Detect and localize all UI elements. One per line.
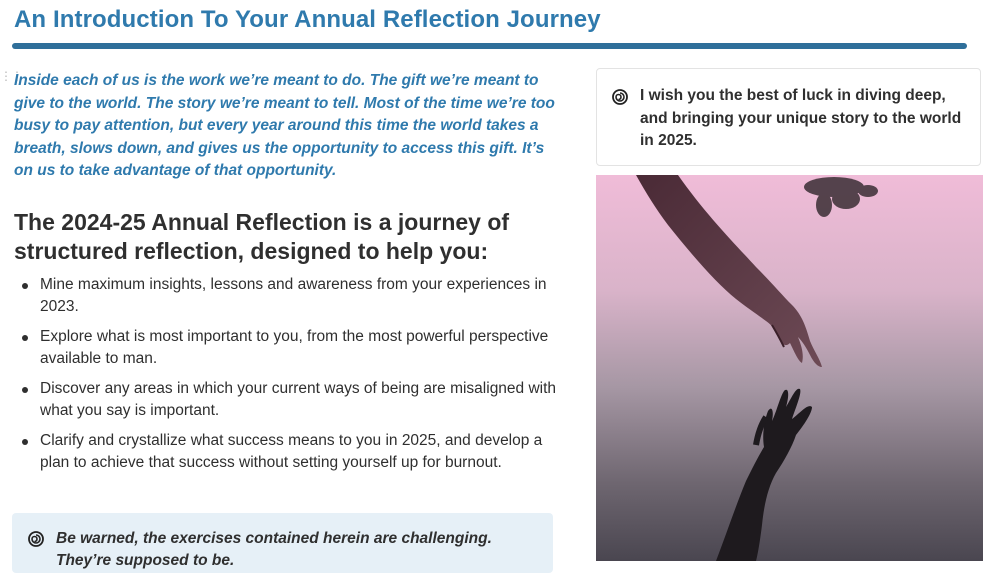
- list-item: [14, 378, 559, 422]
- bullet-icon: [22, 439, 28, 445]
- wish-callout: [596, 68, 981, 166]
- spiral-icon: [28, 531, 44, 547]
- warning-callout: [12, 513, 553, 573]
- list-item-text: Mine maximum insights, lessons and awareness from your experiences in 2023.: [40, 276, 547, 315]
- list-item: [14, 430, 559, 474]
- section-heading: The 2024-25 Annual Reflection is a journey of structured reflection, designed to help you:: [14, 209, 510, 264]
- list-item: [14, 326, 559, 370]
- goals-list: [14, 274, 559, 482]
- list-item: [14, 274, 559, 318]
- bullet-icon: [22, 283, 28, 289]
- spiral-icon: [612, 89, 628, 105]
- intro-quote: Inside each of us is the work we’re meant to do. The gift we’re meant to give to the world. The story we’re meant to tell. Most of the time we’re too busy to pay attention, but every year around this time the world takes a breath, slows down, and gives us the opportunity to access this gift. It’s on us to take advantage of that opportunity.: [14, 72, 555, 179]
- wish-callout-text: I wish you the best of luck in diving deep, and bringing your unique story to the world in 2025.: [640, 87, 962, 149]
- bullet-icon: [22, 335, 28, 341]
- drag-handle-icon[interactable]: ⋮⋮: [0, 69, 22, 83]
- list-item-text: Clarify and crystallize what success means to you in 2025, and develop a plan to achieve that success without setting yourself up for burnout.: [40, 432, 543, 471]
- reaching-hands-photo: [596, 175, 983, 561]
- page-title: An Introduction To Your Annual Reflection Journey: [14, 6, 601, 33]
- list-item-text: Explore what is most important to you, from the most powerful perspective available to man.: [40, 328, 549, 367]
- title-divider: [12, 43, 967, 49]
- bullet-icon: [22, 387, 28, 393]
- list-item-text: Discover any areas in which your current ways of being are misaligned with what you say is important.: [40, 380, 557, 419]
- warning-callout-text: Be warned, the exercises contained herein are challenging. They’re supposed to be.: [56, 530, 492, 569]
